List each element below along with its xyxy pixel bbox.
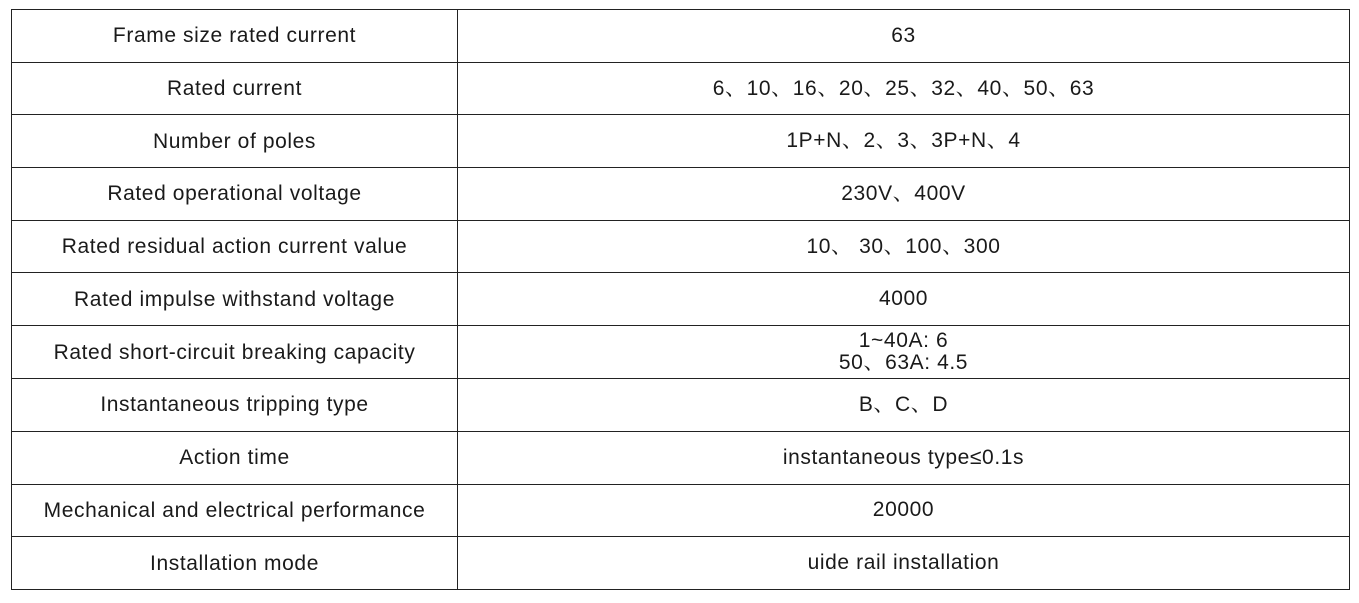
spec-value-cell (458, 326, 1350, 379)
spec-label: Rated current (166, 77, 303, 101)
table-row (12, 168, 1350, 221)
spec-label-cell (12, 220, 458, 273)
spec-label-cell (12, 537, 458, 590)
spec-value: 4000 (878, 287, 929, 311)
table-row (12, 62, 1350, 115)
spec-value-cell (458, 168, 1350, 221)
spec-value-cell (458, 537, 1350, 590)
table-row (12, 326, 1350, 379)
spec-label: Mechanical and electrical performance (43, 498, 426, 522)
spec-label-cell (12, 326, 458, 379)
spec-label: Action time (179, 446, 290, 470)
spec-value: uide rail installation (807, 551, 1000, 575)
spec-label-cell (12, 431, 458, 484)
table-row (12, 431, 1350, 484)
spec-value-cell (458, 115, 1350, 168)
spec-label-cell (12, 115, 458, 168)
spec-value: 6、10、16、20、25、32、40、50、63 (712, 76, 1095, 100)
spec-label: Frame size rated current (112, 24, 357, 48)
spec-value: instantaneous type≤0.1s (782, 445, 1025, 469)
spec-value-cell (458, 431, 1350, 484)
spec-label: Rated short-circuit breaking capacity (53, 340, 416, 364)
spec-value-cell (458, 379, 1350, 432)
spec-value: 50、63A: 4.5 (838, 351, 969, 375)
table-row (12, 537, 1350, 590)
table-row (12, 379, 1350, 432)
table-row (12, 10, 1350, 63)
spec-label: Installation mode (150, 551, 319, 575)
spec-value-cell (458, 10, 1350, 63)
spec-label: Rated impulse withstand voltage (74, 287, 395, 311)
spec-label: Rated residual action current value (61, 235, 408, 259)
spec-value-cell (458, 62, 1350, 115)
spec-label: Rated operational voltage (107, 182, 362, 206)
spec-value: 10、 30、100、300 (806, 234, 1001, 258)
spec-table (11, 9, 1350, 590)
spec-label-cell (12, 168, 458, 221)
spec-label-cell (12, 10, 458, 63)
spec-value: 230V、400V (841, 181, 966, 205)
table-row (12, 484, 1350, 537)
spec-label: Instantaneous tripping type (100, 393, 369, 417)
spec-label: Number of poles (152, 129, 317, 153)
spec-value: 1P+N、2、3、3P+N、4 (786, 129, 1021, 153)
spec-table-body (12, 10, 1350, 590)
spec-label-cell (12, 62, 458, 115)
spec-label-cell (12, 484, 458, 537)
spec-label-cell (12, 379, 458, 432)
spec-label-cell (12, 273, 458, 326)
table-row (12, 115, 1350, 168)
spec-value-cell (458, 484, 1350, 537)
spec-value-cell (458, 273, 1350, 326)
spec-value: 63 (891, 23, 916, 47)
spec-value-cell (458, 220, 1350, 273)
table-row (12, 220, 1350, 273)
spec-value: 1~40A: 6 (858, 329, 949, 353)
spec-value: B、C、D (858, 392, 949, 416)
table-row (12, 273, 1350, 326)
spec-value: 20000 (872, 498, 935, 522)
